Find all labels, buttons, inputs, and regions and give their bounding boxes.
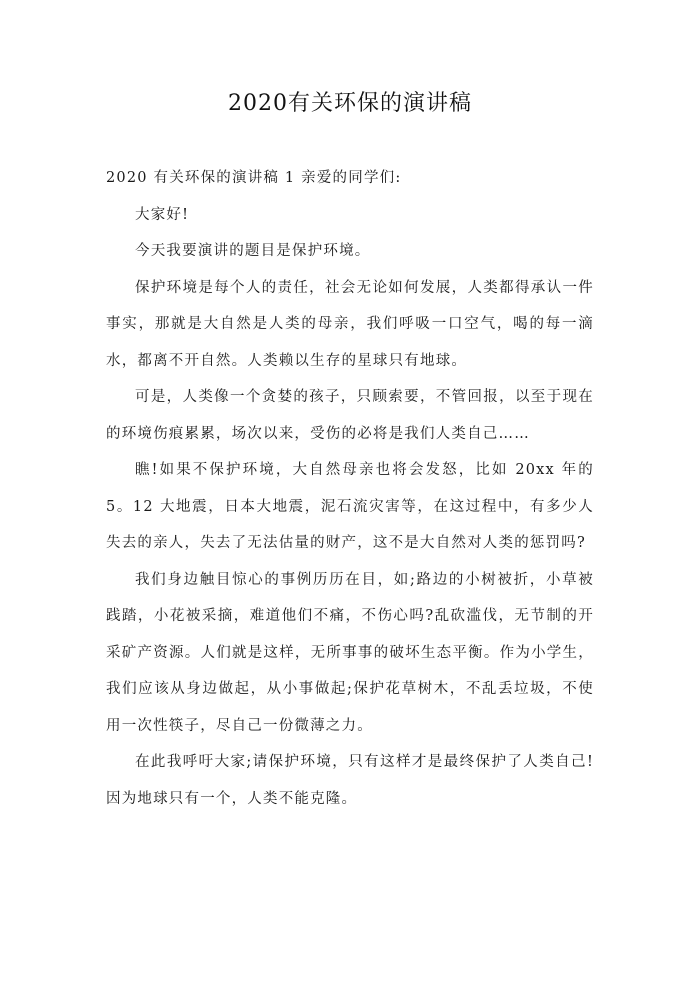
paragraph-responsibility: 保护环境是每个人的责任，社会无论如何发展，人类都得承认一件事实，那就是大自然是人类的母亲，我们呼吸一口空气，喝的每一滴水，都离不开自然。人类赖以生存的星球只有地球。	[106, 279, 594, 369]
document-title: 2020有关环保的演讲稿	[228, 91, 472, 116]
document-body	[106, 160, 594, 817]
paragraph-earthquake: 瞧!如果不保护环境，大自然母亲也将会发怒，比如 20xx 年的 5。12 大地震，日本大地震，泥石流灾害等，在这过程中，有多少人失去的亲人，失去了无法估量的财产，这不是大自然对人类的惩罚吗?	[106, 462, 594, 551]
paragraph-greedy-child: 可是，人类像一个贪婪的孩子，只顾索要，不管回报，以至于现在的环境伤痕累累，场次以来，受伤的必将是我们人类自己……	[106, 389, 594, 442]
paragraph-examples: 我们身边触目惊心的事例历历在目，如;路边的小树被折，小草被践踏，小花被采摘，难道他们不痛，不伤心吗?乱砍滥伐，无节制的开采矿产资源。人们就是这样，无所事事的破坏生态平衡。作为小学生，我们应该从身边做起，从小事做起;保护花草树木，不乱丢垃圾，不使用一次性筷子，尽自己一份微薄之力。	[106, 571, 594, 734]
paragraph-topic: 今天我要演讲的题目是保护环境。	[135, 243, 371, 259]
paragraph-greeting: 大家好!	[135, 206, 190, 223]
paragraph-appeal: 在此我呼吁大家;请保护环境，只有这样才是最终保护了人类自己!因为地球只有一个，人类不能克隆。	[106, 754, 594, 807]
paragraph-intro: 2020 有关环保的演讲稿 1 亲爱的同学们:	[106, 170, 402, 186]
